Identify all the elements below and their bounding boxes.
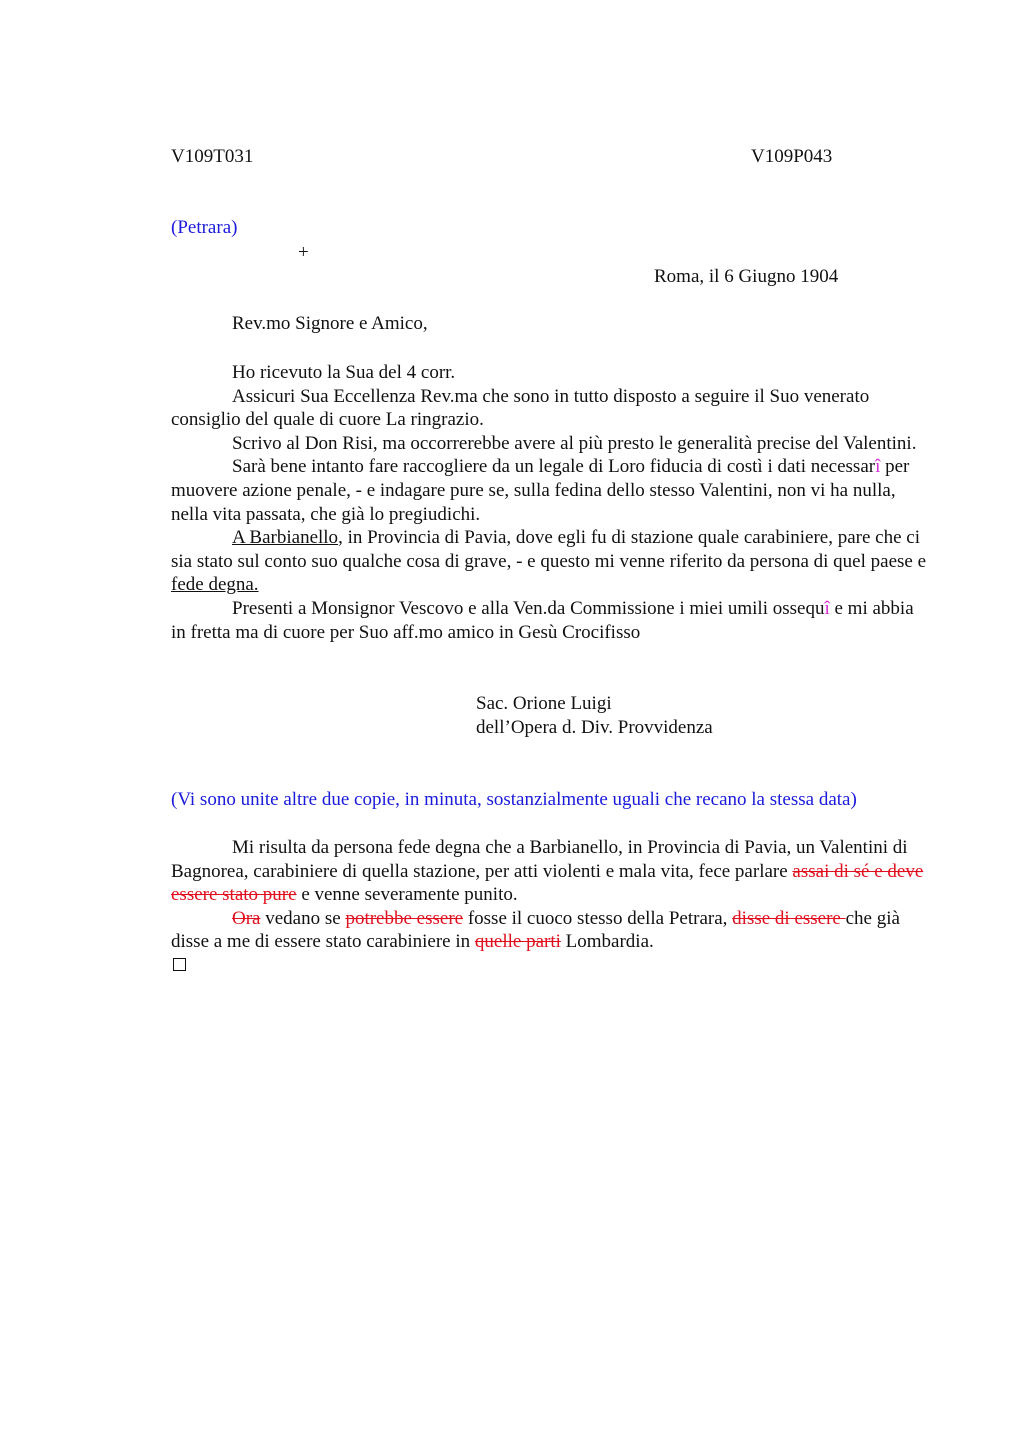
document-code-left: V109T031 (171, 146, 254, 167)
draft-paragraph-1-text-a: Mi risulta da persona fede degna che a Barbianello, in Provincia di Pavia, un Valentini di Bagnorea, carabiniere di quella stazione, per atti violenti e mala vita, fece parlare (171, 837, 908, 882)
struck-out-text: potrebbe essere (345, 907, 464, 929)
letter-paragraph-6 (171, 597, 931, 644)
document-code-right: V109P043 (751, 146, 833, 167)
letter-paragraph-1: Ho ricevuto la Sua del 4 corr. (232, 362, 456, 383)
draft-paragraph-2-text-d: Lombardia. (560, 931, 654, 953)
editorial-accent-mark: î (824, 597, 830, 619)
end-marker-box (173, 958, 186, 971)
editorial-accent-mark: î (875, 456, 881, 478)
letter-paragraph-4 (171, 455, 931, 526)
draft-paragraph-1 (171, 836, 931, 907)
draft-paragraph-2-text-b: fosse il cuoco stesso della Petrara, (463, 907, 733, 929)
underlined-phrase: fede degna. (171, 574, 259, 596)
letter-paragraph-4-text-b: per muovere azione penale, - e indagare pure se, sulla fedina dello stesso Valentini, non vi ha nulla, nella vita passata, che già lo pregiudichi. (171, 456, 910, 525)
editor-note: (Vi sono unite altre due copie, in minuta, sostanzialmente uguali che recano la stessa data) (171, 789, 857, 810)
signature-affiliation: dell’Opera d. Div. Provvidenza (476, 717, 713, 738)
draft-paragraph-2-text-c: che già disse a me di essere stato carabiniere in (171, 907, 900, 953)
letter-paragraph-4-text-a: Sarà bene intanto fare raccogliere da un legale di Loro fiducia di costì i dati necessar (232, 456, 876, 478)
signature-name: Sac. Orione Luigi (476, 693, 612, 714)
draft-paragraph-2-text-a: vedano se (260, 907, 346, 929)
draft-copy (171, 836, 931, 954)
recipient-note: (Petrara) (171, 217, 238, 238)
place-date: Roma, il 6 Giugno 1904 (654, 266, 839, 287)
salutation: Rev.mo Signore e Amico, (232, 313, 428, 334)
signature-block (476, 692, 713, 740)
draft-paragraph-2 (171, 907, 931, 954)
letter-body (171, 361, 931, 644)
struck-out-text: disse di essere (732, 907, 846, 929)
letter-paragraph-5-text: , in Provincia di Pavia, dove egli fu di stazione quale carabiniere, pare che ci sia stato sul conto suo qualche cosa di grave, - e questo mi venne riferito da persona di quel paese e (171, 527, 927, 572)
letter-paragraph-6-text-a: Presenti a Monsignor Vescovo e alla Ven.da Commissione i miei umili ossequ (232, 597, 825, 619)
cross-mark: + (298, 242, 309, 263)
struck-out-text: Ora (232, 907, 261, 929)
letter-paragraph-2: Assicuri Sua Eccellenza Rev.ma che sono in tutto disposto a seguire il Suo venerato consiglio del quale di cuore La ringrazio. (171, 385, 870, 431)
letter-paragraph-3: Scrivo al Don Risi, ma occorrerebbe avere al più presto le generalità precise del Valentini. (232, 432, 917, 454)
draft-paragraph-1-text-b: e venne severamente punito. (296, 884, 518, 906)
letter-paragraph-5 (171, 526, 931, 597)
struck-out-text: quelle parti (474, 931, 561, 953)
letter-paragraph-6-text-b: e mi abbia in fretta ma di cuore per Suo aff.mo amico in Gesù Crocifisso (171, 597, 914, 643)
underlined-place-name: A Barbianello (232, 527, 339, 549)
struck-out-text: assai di sé e deve essere stato pure (171, 860, 924, 906)
